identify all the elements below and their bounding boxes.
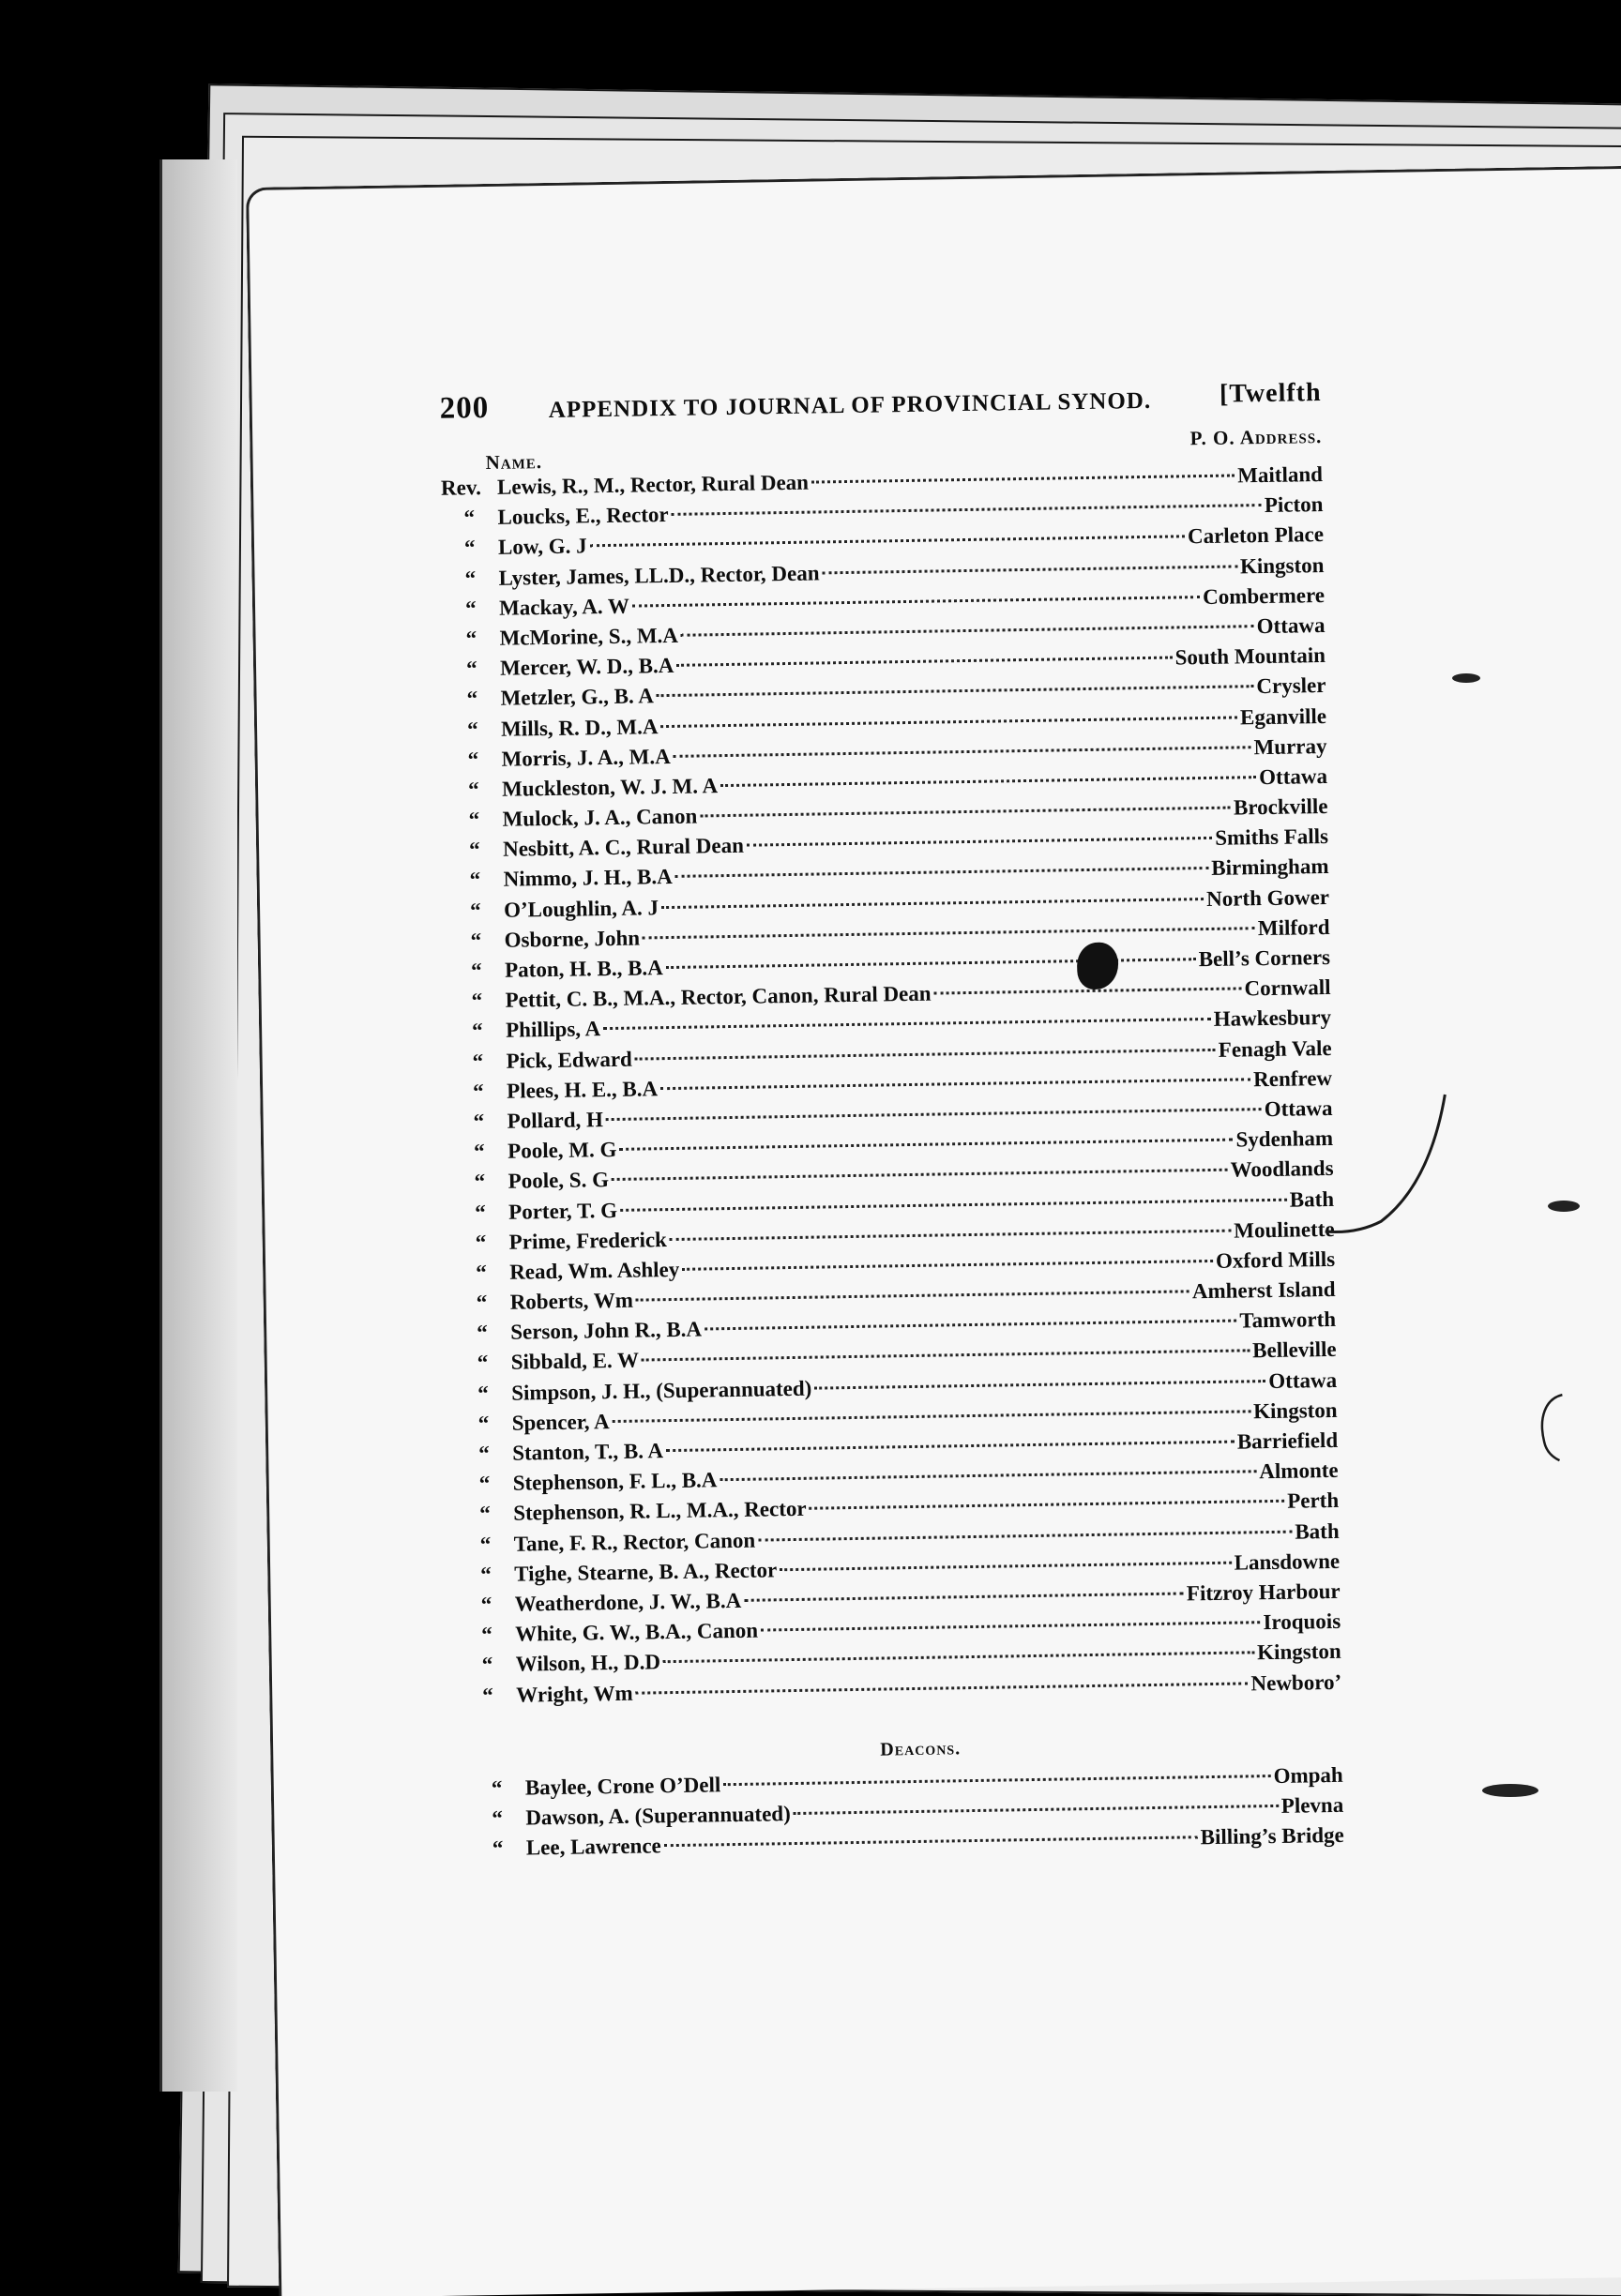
dot-leader [700, 807, 1231, 818]
entry-prefix: “ [464, 596, 477, 621]
margin-speck [1482, 1784, 1538, 1797]
dot-leader [814, 1380, 1265, 1390]
entry-prefix: “ [479, 1502, 491, 1526]
clergy-name: Pettit, C. B., M.A., Rector, Canon, Rural Dean [505, 981, 932, 1012]
post-office-address: Plevna [1280, 1792, 1344, 1818]
clergy-name: Read, Wm. Ashley [508, 1257, 680, 1284]
dot-leader [590, 536, 1185, 548]
margin-speck [1452, 673, 1480, 683]
clergy-name: Mills, R. D., M.A [500, 714, 659, 741]
entry-prefix: “ [468, 838, 480, 862]
clergy-name: Stephenson, R. L., M.A., Rector [513, 1497, 807, 1526]
clergy-name: Porter, T. G [508, 1198, 618, 1224]
post-office-address: Ottawa [1256, 612, 1326, 639]
entry-prefix: “ [467, 747, 479, 772]
post-office-address: Milford [1257, 914, 1330, 940]
clergy-name: Poole, M. G [507, 1138, 617, 1163]
clergy-list [441, 462, 1342, 1714]
dot-leader [603, 1018, 1211, 1030]
dot-leader [747, 837, 1212, 847]
post-office-address: Carleton Place [1187, 522, 1325, 549]
dot-leader [643, 927, 1255, 939]
entry-prefix: “ [476, 1291, 488, 1315]
dot-leader [810, 1500, 1285, 1510]
dot-leader [676, 657, 1172, 667]
dot-leader [664, 1835, 1198, 1847]
clergy-name: Poole, S. G [508, 1168, 610, 1194]
dot-leader [811, 474, 1235, 483]
dot-leader [794, 1805, 1279, 1815]
post-office-address: North Gower [1205, 884, 1330, 911]
post-office-address: Renfrew [1252, 1065, 1333, 1091]
post-office-address: Newboro’ [1250, 1669, 1342, 1695]
dot-leader [675, 867, 1209, 878]
entry-prefix: “ [471, 989, 483, 1013]
clergy-name: Low, G. J [497, 534, 587, 560]
entry-prefix: “ [492, 1835, 504, 1861]
entry-prefix: “ [472, 1079, 484, 1104]
dot-leader [758, 1530, 1292, 1541]
entry-prefix: “ [491, 1775, 503, 1800]
clergy-name: Prime, Frederick [508, 1227, 668, 1254]
post-office-address: Fenagh Vale [1218, 1035, 1332, 1062]
dot-leader [822, 565, 1237, 574]
page-stack-shadow [159, 159, 237, 2092]
entry-prefix: “ [467, 778, 479, 802]
dot-leader [720, 776, 1256, 787]
dot-leader [661, 898, 1204, 909]
dot-leader [642, 1350, 1250, 1362]
post-office-address: Kingston [1252, 1397, 1338, 1424]
clergy-name: Stanton, T., B. A [512, 1439, 664, 1465]
post-office-address: Ompah [1273, 1762, 1343, 1788]
clergy-name: Lee, Lawrence [525, 1834, 661, 1860]
clergy-name: Serson, John R., B.A [510, 1317, 703, 1344]
post-office-address: Combermere [1202, 582, 1326, 609]
entry-prefix: “ [477, 1351, 489, 1375]
pencil-curl-mark [1534, 1389, 1572, 1465]
dot-leader [657, 686, 1254, 698]
entry-prefix: “ [472, 1049, 484, 1073]
entry-prefix: “ [464, 566, 477, 590]
dot-leader [780, 1561, 1231, 1571]
post-office-address: Hawkesbury [1213, 1005, 1332, 1032]
dot-leader [620, 1198, 1287, 1211]
dot-leader [660, 1078, 1250, 1090]
post-office-address: Kingston [1256, 1639, 1341, 1665]
post-office-address: Woodlands [1230, 1156, 1334, 1182]
entry-prefix: “ [468, 808, 480, 832]
entry-prefix: “ [481, 1623, 492, 1647]
dot-leader [612, 1169, 1228, 1181]
clergy-name: Weatherdone, J. W., B.A [514, 1588, 742, 1616]
entry-prefix: “ [470, 928, 482, 953]
clergy-name: Osborne, John [504, 926, 641, 952]
clergy-name: Wilson, H., D.D [515, 1650, 661, 1676]
post-office-address: Moulinette [1234, 1216, 1335, 1243]
clergy-name: Muckleston, W. J. M. A [501, 774, 719, 801]
session-label: [Twelfth [1219, 378, 1322, 409]
dot-leader [619, 1139, 1233, 1151]
clergy-name: Stephenson, F. L., B.A [512, 1468, 718, 1495]
entry-prefix: “ [482, 1683, 493, 1707]
clergy-name: Phillips, A [505, 1017, 601, 1043]
entry-prefix: “ [480, 1593, 492, 1617]
post-office-address: Perth [1287, 1488, 1340, 1514]
deacons-list [469, 1763, 1344, 1867]
dot-leader [670, 1229, 1231, 1240]
post-office-address: Maitland [1237, 462, 1324, 488]
post-office-address: Cornwall [1244, 975, 1331, 1001]
page-number: 200 [439, 390, 490, 426]
clergy-name: McMorine, S., M.A [499, 623, 679, 650]
clergy-name: Metzler, G., B. A [500, 684, 655, 711]
post-office-address: Bath [1289, 1186, 1335, 1212]
dot-leader [636, 1290, 1189, 1301]
clergy-name: Sibbald, E. W [510, 1349, 640, 1375]
dot-leader [672, 504, 1262, 516]
entry-prefix: “ [476, 1260, 487, 1285]
clergy-name: Loucks, E., Rector [497, 503, 669, 530]
entry-prefix: “ [478, 1472, 491, 1496]
clergy-name: Plees, H. E., B.A [506, 1076, 659, 1103]
entry-prefix: “ [469, 898, 481, 922]
clergy-name: Pollard, H [507, 1108, 604, 1133]
dot-leader [744, 1592, 1184, 1601]
name-column-heading: Name. [485, 450, 543, 475]
post-office-address: Eganville [1239, 703, 1327, 729]
post-office-address: Tamworth [1239, 1307, 1337, 1333]
post-office-address: Crysler [1256, 673, 1326, 699]
post-office-address: Brockville [1233, 794, 1328, 820]
running-title: APPENDIX TO JOURNAL OF PROVINCIAL SYNOD. [548, 387, 1152, 423]
post-office-address: Murray [1253, 733, 1327, 759]
post-office-address: Ottawa [1258, 763, 1328, 789]
clergy-name: Nesbitt, A. C., Rural Dean [502, 833, 745, 862]
post-office-address: Birmingham [1211, 854, 1329, 881]
clergy-name: Mercer, W. D., B.A [499, 654, 674, 680]
deacons-heading: Deacons. [880, 1737, 962, 1760]
post-office-address: Belleville [1251, 1337, 1337, 1363]
clergy-name: Dawson, A. (Superannuated) [525, 1801, 791, 1830]
post-office-address: Bell’s Corners [1198, 944, 1331, 972]
address-column-heading: P. O. Address. [1189, 425, 1323, 450]
dot-leader [720, 1470, 1256, 1481]
post-office-address: Almonte [1259, 1458, 1339, 1484]
dot-leader [635, 1048, 1216, 1060]
page-content [439, 378, 1344, 1867]
entry-prefix: “ [469, 868, 481, 892]
clergy-name: Pick, Edward [506, 1047, 633, 1073]
dot-leader [761, 1621, 1260, 1631]
post-office-address: Picton [1264, 492, 1324, 518]
clergy-name: Baylee, Crone O’Dell [524, 1772, 721, 1800]
entry-prefix: “ [492, 1805, 504, 1830]
post-office-address: Amherst Island [1191, 1276, 1336, 1304]
dot-leader [682, 1260, 1213, 1271]
post-office-address: Lansdowne [1234, 1548, 1341, 1575]
clergy-name: Mulock, J. A., Canon [502, 804, 698, 831]
post-office-address: Ottawa [1268, 1367, 1338, 1393]
clergy-name: Nimmo, J. H., B.A [503, 865, 673, 892]
clergy-name: Spencer, A [511, 1409, 610, 1435]
entry-prefix: “ [474, 1200, 486, 1224]
entry-prefix: “ [470, 959, 482, 983]
dot-leader [674, 746, 1251, 758]
entry-prefix: “ [480, 1562, 492, 1586]
dot-leader [606, 1108, 1262, 1121]
post-office-address: Barriefield [1236, 1427, 1339, 1454]
document-page [246, 166, 1621, 2296]
clergy-name: Paton, H. B., B.A [504, 956, 664, 982]
entry-prefix: “ [478, 1442, 490, 1466]
entry-prefix: “ [466, 687, 478, 711]
entry-prefix: “ [477, 1411, 490, 1436]
entry-prefix: “ [463, 536, 476, 560]
entry-prefix: “ [474, 1170, 486, 1194]
clergy-name: Lewis, R., M., Rector, Rural Dean [496, 470, 810, 499]
post-office-address: Kingston [1239, 552, 1325, 578]
entry-prefix: “ [471, 1019, 483, 1043]
clergy-name: Tane, F. R., Rector, Canon [513, 1528, 756, 1556]
entry-prefix: “ [465, 627, 477, 651]
post-office-address: Billing’s Bridge [1200, 1822, 1344, 1850]
post-office-address: Fitzroy Harbour [1186, 1578, 1341, 1606]
clergy-name: Wright, Wm [516, 1681, 633, 1707]
post-office-address: Iroquois [1263, 1609, 1341, 1635]
post-office-address: Sydenham [1235, 1126, 1334, 1152]
dot-leader [704, 1320, 1236, 1331]
entry-prefix: “ [473, 1140, 485, 1164]
post-office-address: Bath [1295, 1518, 1340, 1544]
clergy-name: White, G. W., B.A., Canon [515, 1618, 759, 1646]
entry-prefix: “ [463, 506, 476, 530]
entry-prefix: “ [477, 1321, 488, 1345]
post-office-address: Ottawa [1264, 1095, 1333, 1122]
clergy-name: Lyster, James, LL.D., Rector, Dean [498, 561, 820, 590]
dot-leader [666, 1441, 1235, 1453]
dot-leader [636, 1682, 1249, 1694]
margin-speck [1548, 1201, 1580, 1212]
entry-prefix: “ [477, 1381, 489, 1405]
dot-leader [681, 625, 1254, 637]
dot-leader [663, 1652, 1254, 1664]
dot-leader [660, 716, 1237, 728]
clergy-name: Roberts, Wm [509, 1288, 634, 1314]
dot-leader [613, 1410, 1251, 1423]
pencil-stroke-mark [1313, 1089, 1465, 1241]
entry-prefix: Rev. [440, 476, 482, 500]
entry-prefix: “ [479, 1532, 492, 1556]
post-office-address: Oxford Mills [1215, 1246, 1336, 1273]
clergy-name: Mackay, A. W [498, 594, 630, 620]
dot-leader [632, 596, 1200, 608]
entry-prefix: “ [481, 1653, 493, 1677]
post-office-address: Smiths Falls [1215, 824, 1329, 851]
entry-prefix: “ [466, 717, 478, 741]
clergy-name: O’Loughlin, A. J [503, 895, 659, 922]
entry-prefix: “ [465, 657, 477, 681]
entry-prefix: “ [473, 1110, 485, 1134]
clergy-name: Tighe, Stearne, B. A., Rector [514, 1558, 778, 1586]
entry-prefix: “ [475, 1230, 487, 1254]
post-office-address: South Mountain [1174, 643, 1326, 670]
clergy-name: Morris, J. A., M.A [501, 744, 671, 771]
clergy-name: Simpson, J. H., (Superannuated) [511, 1376, 812, 1405]
dot-leader [723, 1775, 1270, 1786]
